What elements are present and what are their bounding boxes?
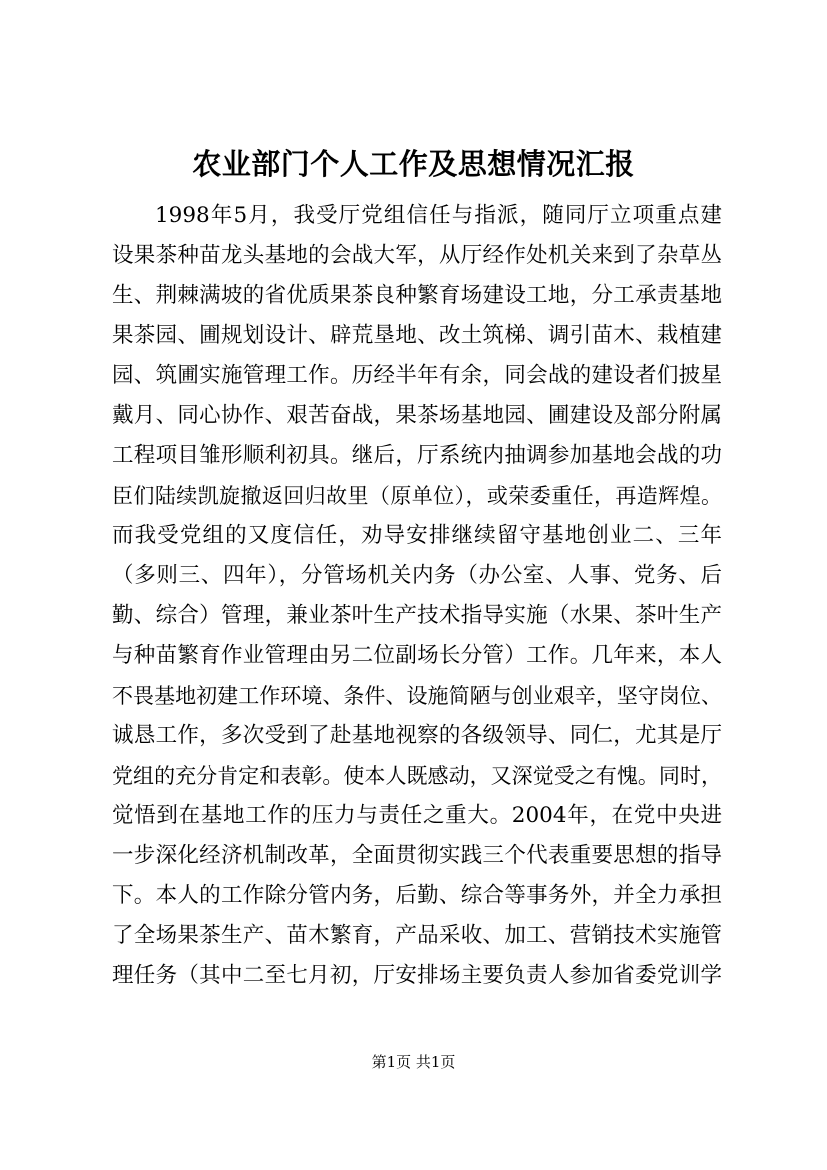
text-line: 工程项目雏形顺利初具。继后，厅系统内抽调参加基地会战的功	[112, 443, 722, 468]
text-line: 不畏基地初建工作环境、条件、设施简陋与创业艰辛，坚守岗位、	[112, 684, 722, 708]
text-line: 设果茶种苗龙头基地的会战大军，从厅经作处机关来到了杂草丛	[112, 243, 722, 268]
text-line: 臣们陆续凯旋撤返回归故里（原单位），或荣委重任，再造辉煌。	[112, 484, 722, 508]
text-line: 勤、综合）管理，兼业茶叶生产技术指导实施（水果、茶叶生产	[112, 603, 722, 628]
text-line: 戴月、同心协作、艰苦奋战，果茶场基地园、圃建设及部分附属	[112, 403, 722, 428]
text-line: 园、筑圃实施管理工作。历经半年有余，同会战的建设者们披星	[112, 363, 722, 388]
text-line: 党组的充分肯定和表彰。使本人既感动，又深觉受之有愧。同时，	[112, 764, 722, 788]
text-line: 诚恳工作，多次受到了赴基地视察的各级领导、同仁，尤其是厅	[112, 723, 722, 748]
text-line: 果茶园、圃规划设计、辟荒垦地、改土筑梯、调引苗木、栽植建	[112, 323, 722, 348]
text-line: （多则三、四年），分管场机关内务（办公室、人事、党务、后	[112, 563, 722, 588]
document-title: 农业部门个人工作及思想情况汇报	[192, 147, 635, 181]
text-line: 而我受党组的又度信任，劝导安排继续留守基地创业二、三年	[112, 523, 722, 548]
text-line: 下。本人的工作除分管内务，后勤、综合等事务外，并全力承担	[112, 883, 722, 908]
text-line: 与种苗繁育作业管理由另二位副场长分管）工作。几年来，本人	[112, 643, 722, 668]
text-line: 觉悟到在基地工作的压力与责任之重大。2004年，在党中央进	[112, 803, 722, 828]
text-line: 理任务（其中二至七月初，厅安排场主要负责人参加省委党训学	[112, 963, 722, 988]
text-line: 了全场果茶生产、苗木繁育，产品采收、加工、营销技术实施管	[112, 923, 722, 948]
text-line: 生、荆棘满坡的省优质果茶良种繁育场建设工地，分工承责基地	[112, 283, 722, 308]
text-line: 一步深化经济机制改革，全面贯彻实践三个代表重要思想的指导	[112, 843, 722, 868]
text-line: 1998年5月，我受厅党组信任与指派，随同厅立项重点建	[155, 203, 722, 228]
body-paragraph	[112, 196, 722, 996]
page-footer: 第1页 共1页	[371, 1053, 456, 1071]
